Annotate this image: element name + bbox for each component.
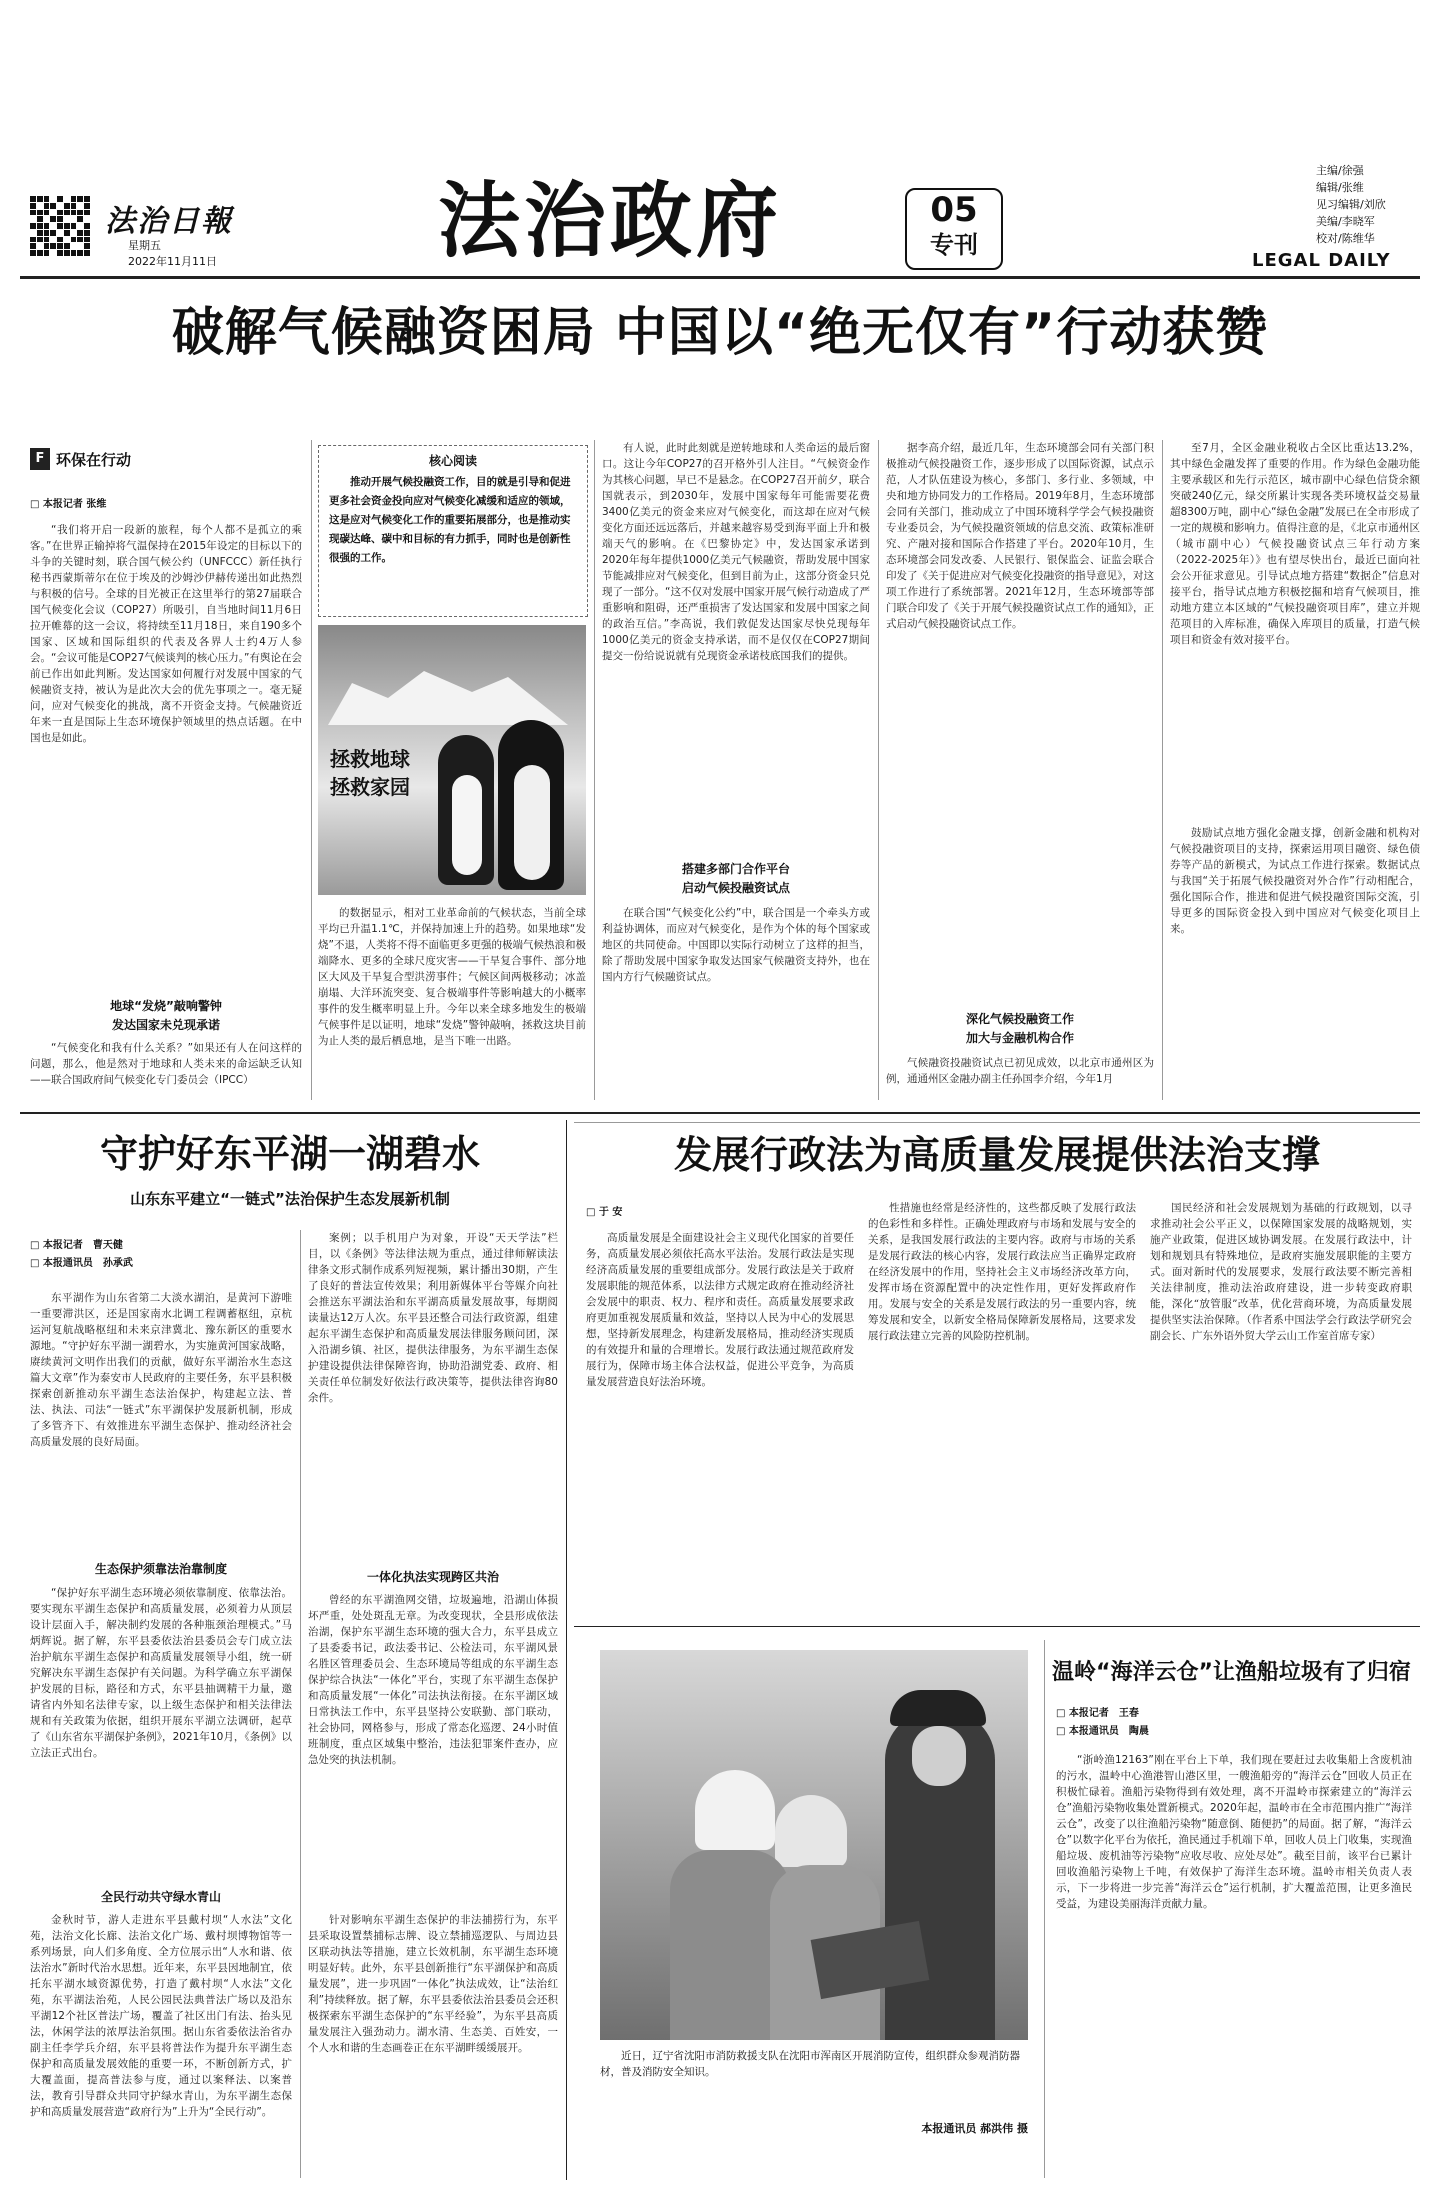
paragraph: 曾经的东平湖渔网交错，垃圾遍地，沿湖山体损坏严重，处处斑乱无章。为改变现状，全县形成依法治湖，保护东平湖生态环境的强大合力，东平县成立了县委委书记，政法委书记、公检法司，东平湖风景名胜区管理委员会、生态环境局等组成的东平湖生态保护综合执法“一体化”平台，实现了东平湖生态保护和高质量发展“一体化”司法执法衔接。在东平湖区域日常执法工作中，东平县坚持公安联勤、部门联动，社会协同，网格参与，形成了常态化巡逻、24小时值班制度，重点区域集中整治，违法犯罪案件查办，应急处突的执法机制。	[308, 1594, 558, 1766]
weekday: 星期五	[128, 239, 161, 252]
paragraph: 鼓励试点地方强化金融支撑，创新金融和机构对气候投融资项目的支持，探索运用项目融资、绿色债券等产品的新模式，为试点工作进行探索。数据试点与我国“关于拓展气候投融资对外合作”行动相配合，强化国际合作，推进和促进气候投融资国际交流，引导更多的国际资金投入到中国应对气候变化项目上来。	[1170, 827, 1420, 935]
paragraph: 国民经济和社会发展规划为基础的行政规划，以寻求推动社会公平正义，以保障国家发展的战略规划，实施产业政策，促进区域协调发展。在发展行政法中，计划和规划具有特殊地位，是政府实施发展职能的主要方式。面对新时代的发展要求，发展行政法要不断完善相关法律制度，推动法治政府建设，进一步转变政府职能，深化“放管服”改革，优化营商环境，为高质量发展提供坚实法治保障。（作者系中国法学会行政法学研究会副会长、广东外语外贸大学云山工作室首席专家）	[1150, 1202, 1412, 1342]
section-divider	[20, 1112, 1420, 1114]
officer-face	[912, 1726, 966, 1786]
column-label-text: 环保在行动	[56, 450, 132, 469]
paragraph: 金秋时节，游人走进东平县戴村坝“人水法”文化苑，法治文化长廊、法治文化广场、戴村坝博物馆等一系列场景，向人们多角度、全方位展示出“人水和谐、依法治水”新时代治水思想。近年来，东平县因地制宜，依托东平湖水域资源优势，打造了戴村坝“人水法”文化苑，东平湖法治苑，人民公园民法典普法广场以及沿东平湖12个社区普法广场，覆盖了社区出门有法、抬头见法，休闲学法的浓厚法治氛围。据山东省委依法治省办副主任李学兵介绍，东平县将普法作为提升东平湖生态保护和高质量发展效能的重要一环，不断创新方式，扩大覆盖面，提高普法参与度，通过以案释法、以案普法，教育引导群众共同守护绿水青山，为东平湖生态保护和高质量发展营造“政府行为”上升为“全民行动”。	[30, 1914, 292, 2118]
paragraph: 东平湖作为山东省第二大淡水湖泊，是黄河下游唯一重要滞洪区，还是国家南水北调工程调蓄枢纽，京杭运河复航战略枢纽和未来京津冀北、豫东新区的重要水源地。“守护好东平湖一湖碧水，为实施黄河国家战略，赓续黄河文明作出我们的贡献，做好东平湖治水生态这篇大文章”作为泰安市人民政府的主要任务，东平县积极探索创新推动东平湖生态法治保护，构建起立法、普法、执法、司法“一链式”东平湖保护发展新机制，形成了多管齐下、有效推进东平湖生态保护、推动经济社会高质量发展的良好局面。	[30, 1292, 292, 1448]
english-name: LEGAL DAILY	[1252, 250, 1391, 271]
dongping-subhead-2: 全民行动共守绿水青山	[100, 1890, 221, 1904]
paragraph: 至7月，全区金融业税收占全区比重达13.2%，其中绿色金融发挥了重要的作用。作为绿色金融功能主要承载区和先行示范区，城市副中心绿色信贷余额突破240亿元，绿交所累计实现各类环境权益交易量超8300万吨，副中心“绿色金融”发展已在全市形成了一定的规模和影响力。值得注意的是，《北京市通州区（城市副中心）气候投融资试点三年行动方案（2022-2025年）》也有望尽快出台，最近已面向社会公开征求意见。引导试点地方搭建“数据企”信息对接平台，指导试点地方积极挖掘和培育气候项目，推动地方建立本区域的“气候投融资项目库”，建立并规范项目的入库标准，确保入库项目的质量，打造气候项目和资金有效对接平台。	[1170, 442, 1420, 646]
column-divider	[311, 440, 312, 1100]
page-type: 专刊	[930, 231, 978, 259]
column-label	[30, 447, 131, 471]
paragraph: 的数据显示，相对工业革命前的气候状态，当前全球平均已升温1.1℃，并保持加速上升的趋势。如果地球“发烧”不退，人类将不得不面临更多更强的极端气候热浪和极端降水、更多的全球尺度灾害——干旱复合事件、部分地区大风及干旱复合型洪涝事件；气候区间两极移动；冰盖崩塌、大洋环流突变、复合极端事件等影响越大的小概率事件的发生概率明显上升。今年以来全球多地发生的极端气候事件足以证明，地球“发烧”警钟敲响，拯救这块目前为止人类的最后栖息地，是当下唯一出路。	[318, 907, 586, 1047]
dongping-subhead-1: 生态保护须靠法治靠制度	[94, 1562, 227, 1576]
admin-law-headline: 发展行政法为高质量发展提供法治支撑	[673, 1133, 1320, 1177]
admin-law-col-1	[586, 1230, 854, 1610]
iceberg-shape	[328, 665, 568, 725]
lead-col-5	[1170, 440, 1420, 820]
qr-code	[30, 196, 90, 256]
haiyang-headline: 温岭“海洋云仓”让渔船垃圾有了归宿	[1052, 1660, 1411, 1685]
core-reading-box	[318, 445, 588, 617]
column-divider	[878, 440, 879, 1100]
paragraph: 案例；以手机用户为对象，开设“天天学法”栏目，以《条例》等法律法规为重点，通过律师解读法律条文形式制作成系列短视频，累计播出30期，产生了良好的普法宣传效果；利用新媒体平台等媒介向社会推送东平湖法治和东平湖高质量发展故事，每期阅读量达12万人次。东平县还整合司法行政资源，组建起东平湖生态保护和高质量发展法律服务顾问团，深入沿湖乡镇、社区，提供法律服务，为东平湖生态保护建设提供法律保障咨询，协助沿湖党委、政府、相关责任单位制发好依法行政决策等，提供法律咨询80余件。	[308, 1232, 558, 1404]
penguin-left-belly	[452, 775, 482, 875]
dongping-subhead: 山东东平建立“一链式”法治保护生态发展新机制	[130, 1190, 450, 1208]
page-number: 05	[930, 190, 978, 230]
officer-cap	[890, 1690, 986, 1726]
column-divider	[300, 1230, 301, 2178]
haiyang-byline-2: □ 本报通讯员 陶晨	[1056, 1726, 1149, 1737]
lead-col-1b	[30, 1040, 302, 1096]
lead-subhead-3: 深化气候投融资工作 加大与金融机构合作	[965, 1012, 1074, 1045]
paper-name: 法治日報	[105, 204, 233, 239]
lead-col-4	[886, 440, 1154, 960]
haiyang-byline-1: □ 本报记者 王春	[1056, 1708, 1139, 1719]
penguin-photo	[318, 625, 586, 895]
section-title: 法治政府	[438, 174, 783, 269]
paragraph: 针对影响东平湖生态保护的非法捕捞行为，东平县采取设置禁捕标志牌、设立禁捕巡逻队、与周边县区联动执法等措施，建立长效机制，东平湖生态环境明显好转。此外，东平县创新推行“东平湖保护和高质量发展”，进一步巩固“一体化”执法成效，让“法治红利”持续释放。据了解，东平县委依法治县委员会还积极探索东平湖生态保护的“东平经验”，为东平县高质量发展注入强劲动力。湖水清、生态美、百姓安，一个人水和谐的生态画卷正在东平湖畔缓缓展开。	[308, 1914, 558, 2054]
paragraph: “气候变化和我有什么关系？”如果还有人在问这样的问题，那么，他是然对于地球和人类未来的命运缺乏认知——联合国政府间气候变化专门委员会（IPCC）	[30, 1042, 302, 1086]
paragraph: “浙岭渔12163”刚在平台上下单，我们现在要赶过去收集船上含废机油的污水，温岭中心渔港智山港区里，一艘渔船旁的“海洋云仓”回收人员正在积极忙碌着。渔船污染物得到有效处理，离不开温岭市探索建立的“海洋云仓”渔船污染物收集处置新模式。2020年起，温岭市在全市范围内推广“海洋云仓”，改变了以往渔船污染物“随意倒、随便扔”的局面。据了解，“海洋云仓”以数字化平台为依托，渔民通过手机端下单，回收人员上门收集，实现渔船垃圾、废机油等污染物“应收尽收、应处尽处”。截至目前，该平台已累计回收渔船污染物上千吨，有效保护了海洋生态环境。温岭市相关负责人表示，下一步将进一步完善“海洋云仓”运行机制，扩大覆盖范围，让更多渔民受益，为建设美丽海洋贡献力量。	[1056, 1754, 1412, 1910]
dongping-subhead-3: 一体化执法实现跨区共治	[366, 1570, 499, 1584]
lead-col-1	[30, 522, 302, 980]
lead-byline: □ 本报记者 张维	[30, 499, 107, 510]
column-logo-icon: F	[30, 448, 50, 470]
photo-caption: 拯救地球 拯救家园	[330, 747, 410, 799]
dongping-col-2b	[308, 1592, 558, 1912]
admin-law-col-2	[868, 1200, 1136, 1610]
editor-list	[1316, 162, 1426, 247]
section-divider	[574, 1626, 1420, 1627]
paragraph: 高质量发展是全面建设社会主义现代化国家的首要任务，高质量发展必须依托高水平法治。发展行政法是实现经济高质量发展的重要组成部分。发展行政法是关于政府发展职能的规范体系，以法律方式规定政府在推动经济社会发展中的职责、权力、程序和责任。高质量发展要求政府更加重视发展质量和效益，坚持以人民为中心的发展思想，坚持新发展理念，构建新发展格局，推动经济实现质的有效提升和量的合理增长。发展行政法通过规范政府发展行为，保障市场主体合法权益，促进公平竞争，为高质量发展营造良好法治环境。	[586, 1232, 854, 1388]
masthead-divider	[20, 276, 1420, 279]
dongping-byline-2: □ 本报通讯员 孙承武	[30, 1258, 133, 1269]
core-reading-text: 推动开展气候投融资工作，目的就是引导和促进更多社会资金投向应对气候变化减缓和适应的领域，这是应对气候变化工作的重要拓展部分，也是推动实现碳达峰、碳中和目标的有力抓手，同时也是创新性很强的工作。	[329, 476, 571, 564]
lead-col-4b	[886, 1055, 1154, 1100]
masthead	[0, 0, 1440, 270]
dongping-col-1b	[30, 1585, 292, 1875]
paragraph: 性措施也经常是经济性的，这些都反映了发展行政法的色彩性和多样性。正确处理政府与市场和发展与安全的关系，是我国发展行政法的主要内容。政府与市场的关系是发展行政法的核心内容，发展行政法应当正确界定政府在经济发展中的作用，坚持社会主义市场经济改革方向，发挥市场在资源配置中的决定性作用，更好发挥政府作用。发展与安全的关系是发展行政法的另一重要内容，统筹发展和安全，以新安全格局保障新发展格局，这要求发展行政法建立完善的风险防控机制。	[868, 1202, 1136, 1342]
dongping-col-2	[308, 1230, 558, 1560]
lead-subhead-1: 地球“发烧”敲响警钟 发达国家未兑现承诺	[110, 999, 222, 1032]
lead-col-2	[318, 905, 586, 1100]
paragraph: 据李高介绍，最近几年，生态环境部会同有关部门积极推动气候投融资工作，逐步形成了以国际资源，试点示范，人才队伍建设为核心，多部门、多行业、多领域，中央和地方协同发力的工作格局。2019年8月，生态环境部会同有关部门，推动成立了中国环境科学学会气候投融资专业委员会，为气候投融资领域的信息交流、政策标准研究、产融对接和国际合作搭建了平台。2020年10月，生态环境部会同发改委、人民银行、银保监会、证监会联合印发了《关于促进应对气候变化投融资的指导意见》，对这项工作进行了系统部署。2021年12月，生态环境部等部门联合印发了《关于开展气候投融资试点工作的通知》，正式启动气候投融资试点工作。	[886, 442, 1154, 630]
dongping-byline-1: □ 本报记者 曹天健	[30, 1240, 123, 1251]
column-divider	[1044, 1640, 1045, 2178]
dongping-col-2c	[308, 1912, 558, 2178]
editor-line: 主编/徐强	[1316, 164, 1364, 177]
editor-line: 美编/李晓军	[1316, 215, 1375, 228]
lead-col-5b	[1170, 825, 1420, 1100]
dongping-col-1	[30, 1290, 292, 1552]
editor-line: 编辑/张维	[1316, 181, 1364, 194]
lead-col-3b	[602, 905, 870, 1100]
paragraph: “保护好东平湖生态环境必须依靠制度、依靠法治。要实现东平湖生态保护和高质量发展，必须着力从顶层设计层面入手，解决制约发展的各种瓶颈治理模式。”马炳辉说。据了解，东平县委依法治县委员会专门成立法治护航东平湖生态保护和高质量发展领导小组，统一研究解决东平湖生态保护有关问题。为科学确立东平湖保护发展的目标，路径和方式，东平县抽调精干力量，邀请省内外知名法律专家，以上级生态保护和相关法律法规和有关政策为依据，组织开展东平湖立法调研，起草了《山东省东平湖保护条例》，2021年10月，《条例》以立法正式出台。	[30, 1587, 292, 1759]
paragraph: 气候融资投融资试点已初见成效，以北京市通州区为例，通通州区金融办副主任孙国李介绍，今年1月	[886, 1057, 1154, 1085]
helmet-figure-1	[695, 1770, 775, 1850]
haiyang-body	[1056, 1752, 1412, 2178]
column-divider	[566, 1120, 567, 2180]
issue-date: 2022年11月11日	[128, 255, 217, 268]
lead-headline: 破解气候融资困局 中国以“绝无仅有”行动获赞	[171, 303, 1269, 363]
admin-law-col-3	[1150, 1200, 1412, 1610]
column-divider	[1162, 440, 1163, 1100]
page-number-box	[905, 188, 1003, 270]
column-divider	[594, 440, 595, 1100]
dongping-headline: 守护好东平湖一湖碧水	[99, 1132, 480, 1176]
paragraph: 在联合国“气候变化公约”中，联合国是一个牵头方或利益协调体，而应对气候变化，是作为个体的每个国家或地区的共同使命。中国即以实际行动树立了这样的担当，除了帮助发展中国家争取发达国家气候融资支持外，也在国内方行气候融资试点。	[602, 907, 870, 983]
penguin-right-belly	[514, 765, 550, 880]
core-reading-title: 核心阅读	[428, 454, 477, 468]
paragraph: 有人说，此时此刻就是逆转地球和人类命运的最后窗口。这让今年COP27的召开格外引人注目。“气候资金作为其核心问题，早已不是悬念。在COP27召开前夕，联合国就表示，到2030年，发展中国家每年可能需要花费3400亿美元的资金来应对气候变化，而这却在应对气候变化方面还远远落后，并越来越容易受到海平面上升和极端天气的影响。在《巴黎协定》中，发达国家承诺到2020年每年提供1000亿美元气候融资，帮助发展中国家节能减排应对气候变化，但到目前为止，这部分资金只兑现了一部分。“这不仅对发展中国家开展气候行动造成了严重影响和阻碍，还严重损害了发达国家和发展中国家之间的政治互信。”李高说，我们敦促发达国家尽快兑现每年1000亿美元的资金支持承诺，而不是仅仅在COP27期间提交一份给说说就有兑现资金承诺枝底国我们的提供。	[602, 442, 870, 662]
admin-law-byline: □ 于 安	[586, 1207, 623, 1218]
helmet-figure-2	[775, 1795, 847, 1867]
paragraph: “我们将开启一段新的旅程，每个人都不是孤立的乘客。”在世界正输掉将气温保持在2015年设定的目标以下的斗争的关键时刻，联合国气候公约（UNFCCC）新任执行秘书西蒙斯蒂尔在位于埃及的沙姆沙伊赫传递出如此热烈与积极的信号。全球的目光被正在这里举行的第27届联合国气候变化会议（COP27）所吸引，自当地时间11月6日拉开帷幕的这一会议，将持续至11月18日，来自190多个国家、区域和国际组织的代表及各界人士约4万人参会。“会议可能是COP27气候谈判的核心压力。”有舆论在会前已作出如此判断。发达国家如何履行对发展中国家的气候融资支持，被认为是此次大会的优先事项之一。毫无疑问，应对气候变化的挑战，离不开资金支持。气候融资近年来一直是国际上生态环境保护领域里的热点话题。在中国也是如此。	[30, 524, 302, 744]
editor-line: 校对/陈维华	[1316, 232, 1375, 245]
photo-credit: 本报通讯员 郝洪伟 摄	[921, 2122, 1028, 2135]
photo-caption: 近日，辽宁省沈阳市消防救援支队在沈阳市浑南区开展消防宣传，组织群众参观消防器材，普及消防安全知识。	[600, 2050, 1020, 2078]
lead-col-3	[602, 440, 870, 856]
lead-subhead-2: 搭建多部门合作平台 启动气候投融资试点	[681, 862, 790, 895]
editor-line: 见习编辑/刘欣	[1316, 198, 1386, 211]
dongping-col-1c	[30, 1912, 292, 2178]
fire-safety-photo	[600, 1650, 1028, 2040]
